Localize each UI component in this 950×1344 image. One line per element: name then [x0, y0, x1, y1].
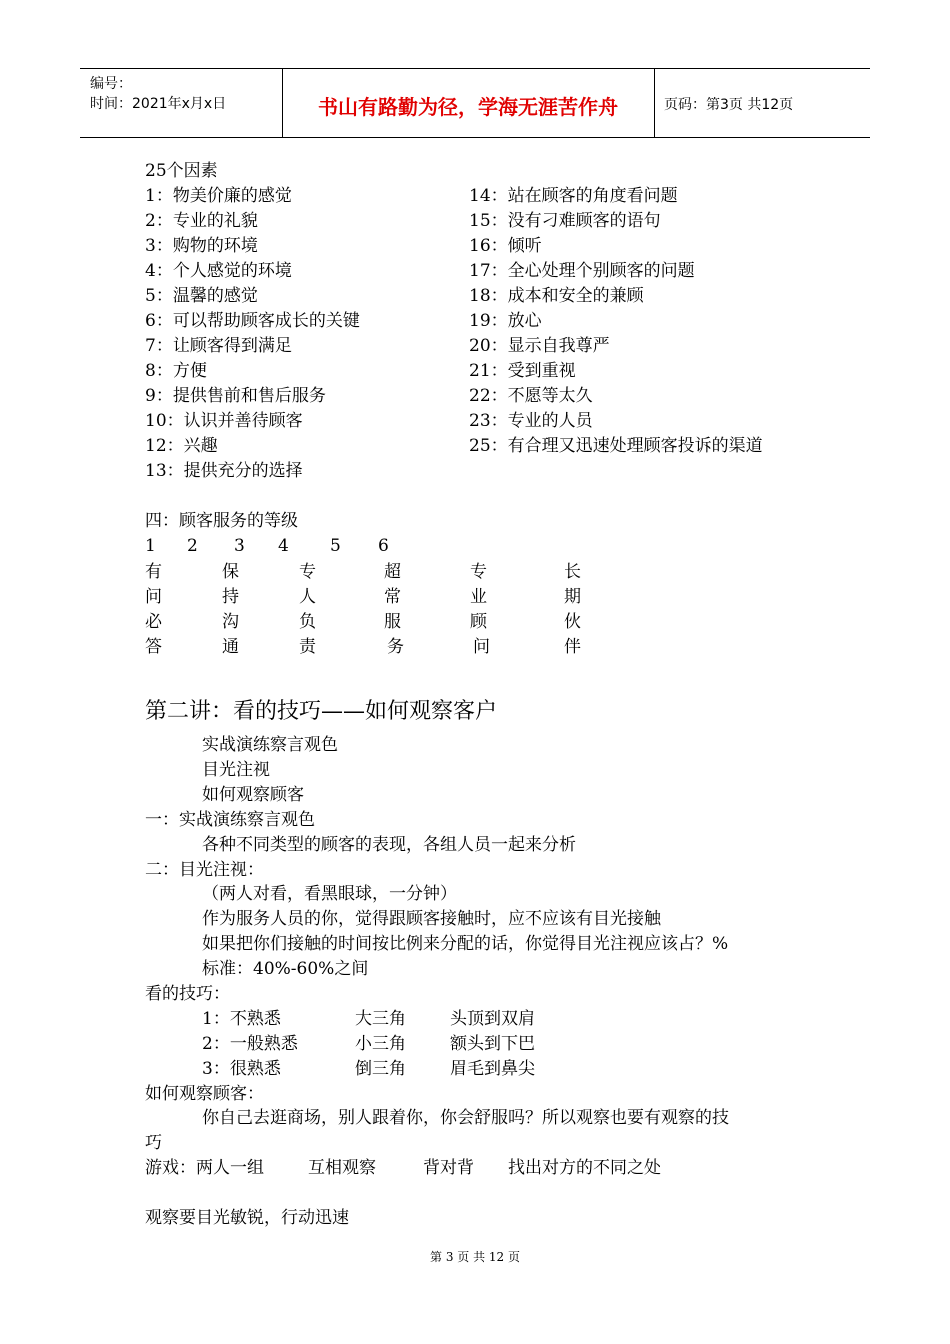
level-char: 专: [470, 562, 487, 582]
level-char: 务: [387, 637, 404, 657]
skill-triangle: 倒三角: [355, 1059, 406, 1079]
factor-item: 22：不愿等太久: [469, 386, 593, 406]
level-number: 3: [234, 536, 245, 556]
level-number: 2: [187, 536, 198, 556]
level-char: 伙: [564, 612, 581, 632]
lecture-title: 第二讲：看的技巧——如何观察客户: [145, 699, 498, 724]
level-char: 期: [564, 587, 581, 607]
section-text: 各种不同类型的顾客的表现，各组人员一起来分析: [202, 835, 576, 855]
level-char: 顾: [470, 612, 487, 632]
level-char: 保: [222, 562, 239, 582]
factor-item: 21：受到重视: [469, 361, 576, 381]
factor-item: 10：认识并善待顾客: [145, 411, 303, 431]
section-text: 你自己去逛商场，别人跟着你，你会舒服吗？所以观察也要有观察的技: [202, 1108, 729, 1128]
level-char: 伴: [564, 637, 581, 657]
level-char: 常: [384, 587, 401, 607]
game-step: 找出对方的不同之处: [508, 1158, 661, 1178]
level-char: 专: [299, 562, 316, 582]
game-step: 互相观察: [308, 1158, 376, 1178]
section-text: 作为服务人员的你，觉得跟顾客接触时，应不应该有目光接触: [202, 909, 661, 929]
level-char: 长: [564, 562, 581, 582]
factor-item: 17：全心处理个别顾客的问题: [469, 261, 695, 281]
factor-item: 4：个人感觉的环境: [145, 261, 292, 281]
section-title: 如何观察顾客：: [145, 1084, 264, 1104]
header-page-info: 页码：第3页 共12页: [664, 97, 794, 113]
factor-item: 15：没有刁难顾客的语句: [469, 211, 661, 231]
factor-item: 25：有合理又迅速处理顾客投诉的渠道: [469, 436, 763, 456]
level-char: 持: [222, 587, 239, 607]
skill-triangle: 小三角: [355, 1034, 406, 1054]
factor-item: 19：放心: [469, 311, 542, 331]
level-char: 答: [145, 637, 162, 657]
game-label: 游戏：两人一组: [145, 1158, 264, 1178]
outline-item: 目光注视: [202, 760, 270, 780]
skill-area: 额头到下巴: [450, 1034, 535, 1054]
skill-area: 头顶到双肩: [450, 1009, 535, 1029]
factor-item: 2：专业的礼貌: [145, 211, 258, 231]
section-text: （两人对看，看黑眼球，一分钟）: [202, 884, 457, 904]
document-date: 时间：2021年x月x日: [90, 96, 227, 112]
level-char: 有: [145, 562, 162, 582]
factor-item: 14：站在顾客的角度看问题: [469, 186, 678, 206]
factor-item: 18：成本和安全的兼顾: [469, 286, 644, 306]
level-number: 1: [145, 536, 156, 556]
factor-item: 12：兴趣: [145, 436, 218, 456]
factor-item: 20：显示自我尊严: [469, 336, 610, 356]
outline-item: 如何观察顾客: [202, 785, 304, 805]
factors-title: 25个因素: [145, 161, 218, 181]
level-char: 沟: [222, 612, 239, 632]
level-char: 负: [299, 612, 316, 632]
header-motto: 书山有路勤为径，学海无涯苦作舟: [318, 95, 618, 119]
factor-item: 8：方便: [145, 361, 207, 381]
section-text: 标准：40%-60%之间: [202, 959, 369, 979]
section-text: 巧: [145, 1133, 162, 1153]
level-char: 超: [384, 562, 401, 582]
skill-familiarity: 2：一般熟悉: [202, 1034, 298, 1054]
section-title: 看的技巧：: [145, 984, 230, 1004]
outline-item: 实战演练察言观色: [202, 735, 338, 755]
factor-item: 1：物美价廉的感觉: [145, 186, 292, 206]
level-char: 业: [470, 587, 487, 607]
factor-item: 3：购物的环境: [145, 236, 258, 256]
level-char: 问: [473, 637, 490, 657]
levels-title: 四：顾客服务的等级: [145, 511, 298, 531]
level-char: 服: [384, 612, 401, 632]
page-header: [80, 68, 870, 138]
factor-item: 6：可以帮助顾客成长的关键: [145, 311, 360, 331]
factor-item: 7：让顾客得到满足: [145, 336, 292, 356]
section-title: 一：实战演练察言观色: [145, 810, 315, 830]
skill-area: 眉毛到鼻尖: [450, 1059, 535, 1079]
level-number: 4: [278, 536, 289, 556]
level-number: 6: [378, 536, 389, 556]
factor-item: 23：专业的人员: [469, 411, 593, 431]
factor-item: 13：提供充分的选择: [145, 461, 303, 481]
skill-triangle: 大三角: [355, 1009, 406, 1029]
factor-item: 5：温馨的感觉: [145, 286, 258, 306]
section-text: 如果把你们接触的时间按比例来分配的话，你觉得目光注视应该占？%: [202, 934, 729, 954]
factor-item: 9：提供售前和售后服务: [145, 386, 326, 406]
header-divider: [654, 69, 655, 137]
skill-familiarity: 3：很熟悉: [202, 1059, 281, 1079]
level-char: 必: [145, 612, 162, 632]
game-step: 背对背: [423, 1158, 474, 1178]
section-title: 二：目光注视：: [145, 860, 264, 880]
level-number: 5: [330, 536, 341, 556]
page-footer: 第 3 页 共 12 页: [430, 1250, 520, 1264]
level-char: 责: [299, 637, 316, 657]
skill-familiarity: 1：不熟悉: [202, 1009, 281, 1029]
factor-item: 16：倾听: [469, 236, 542, 256]
level-char: 问: [145, 587, 162, 607]
level-char: 通: [222, 637, 239, 657]
level-char: 人: [299, 587, 316, 607]
closing-text: 观察要目光敏锐，行动迅速: [145, 1208, 349, 1228]
document-number-label: 编号：: [90, 76, 132, 92]
